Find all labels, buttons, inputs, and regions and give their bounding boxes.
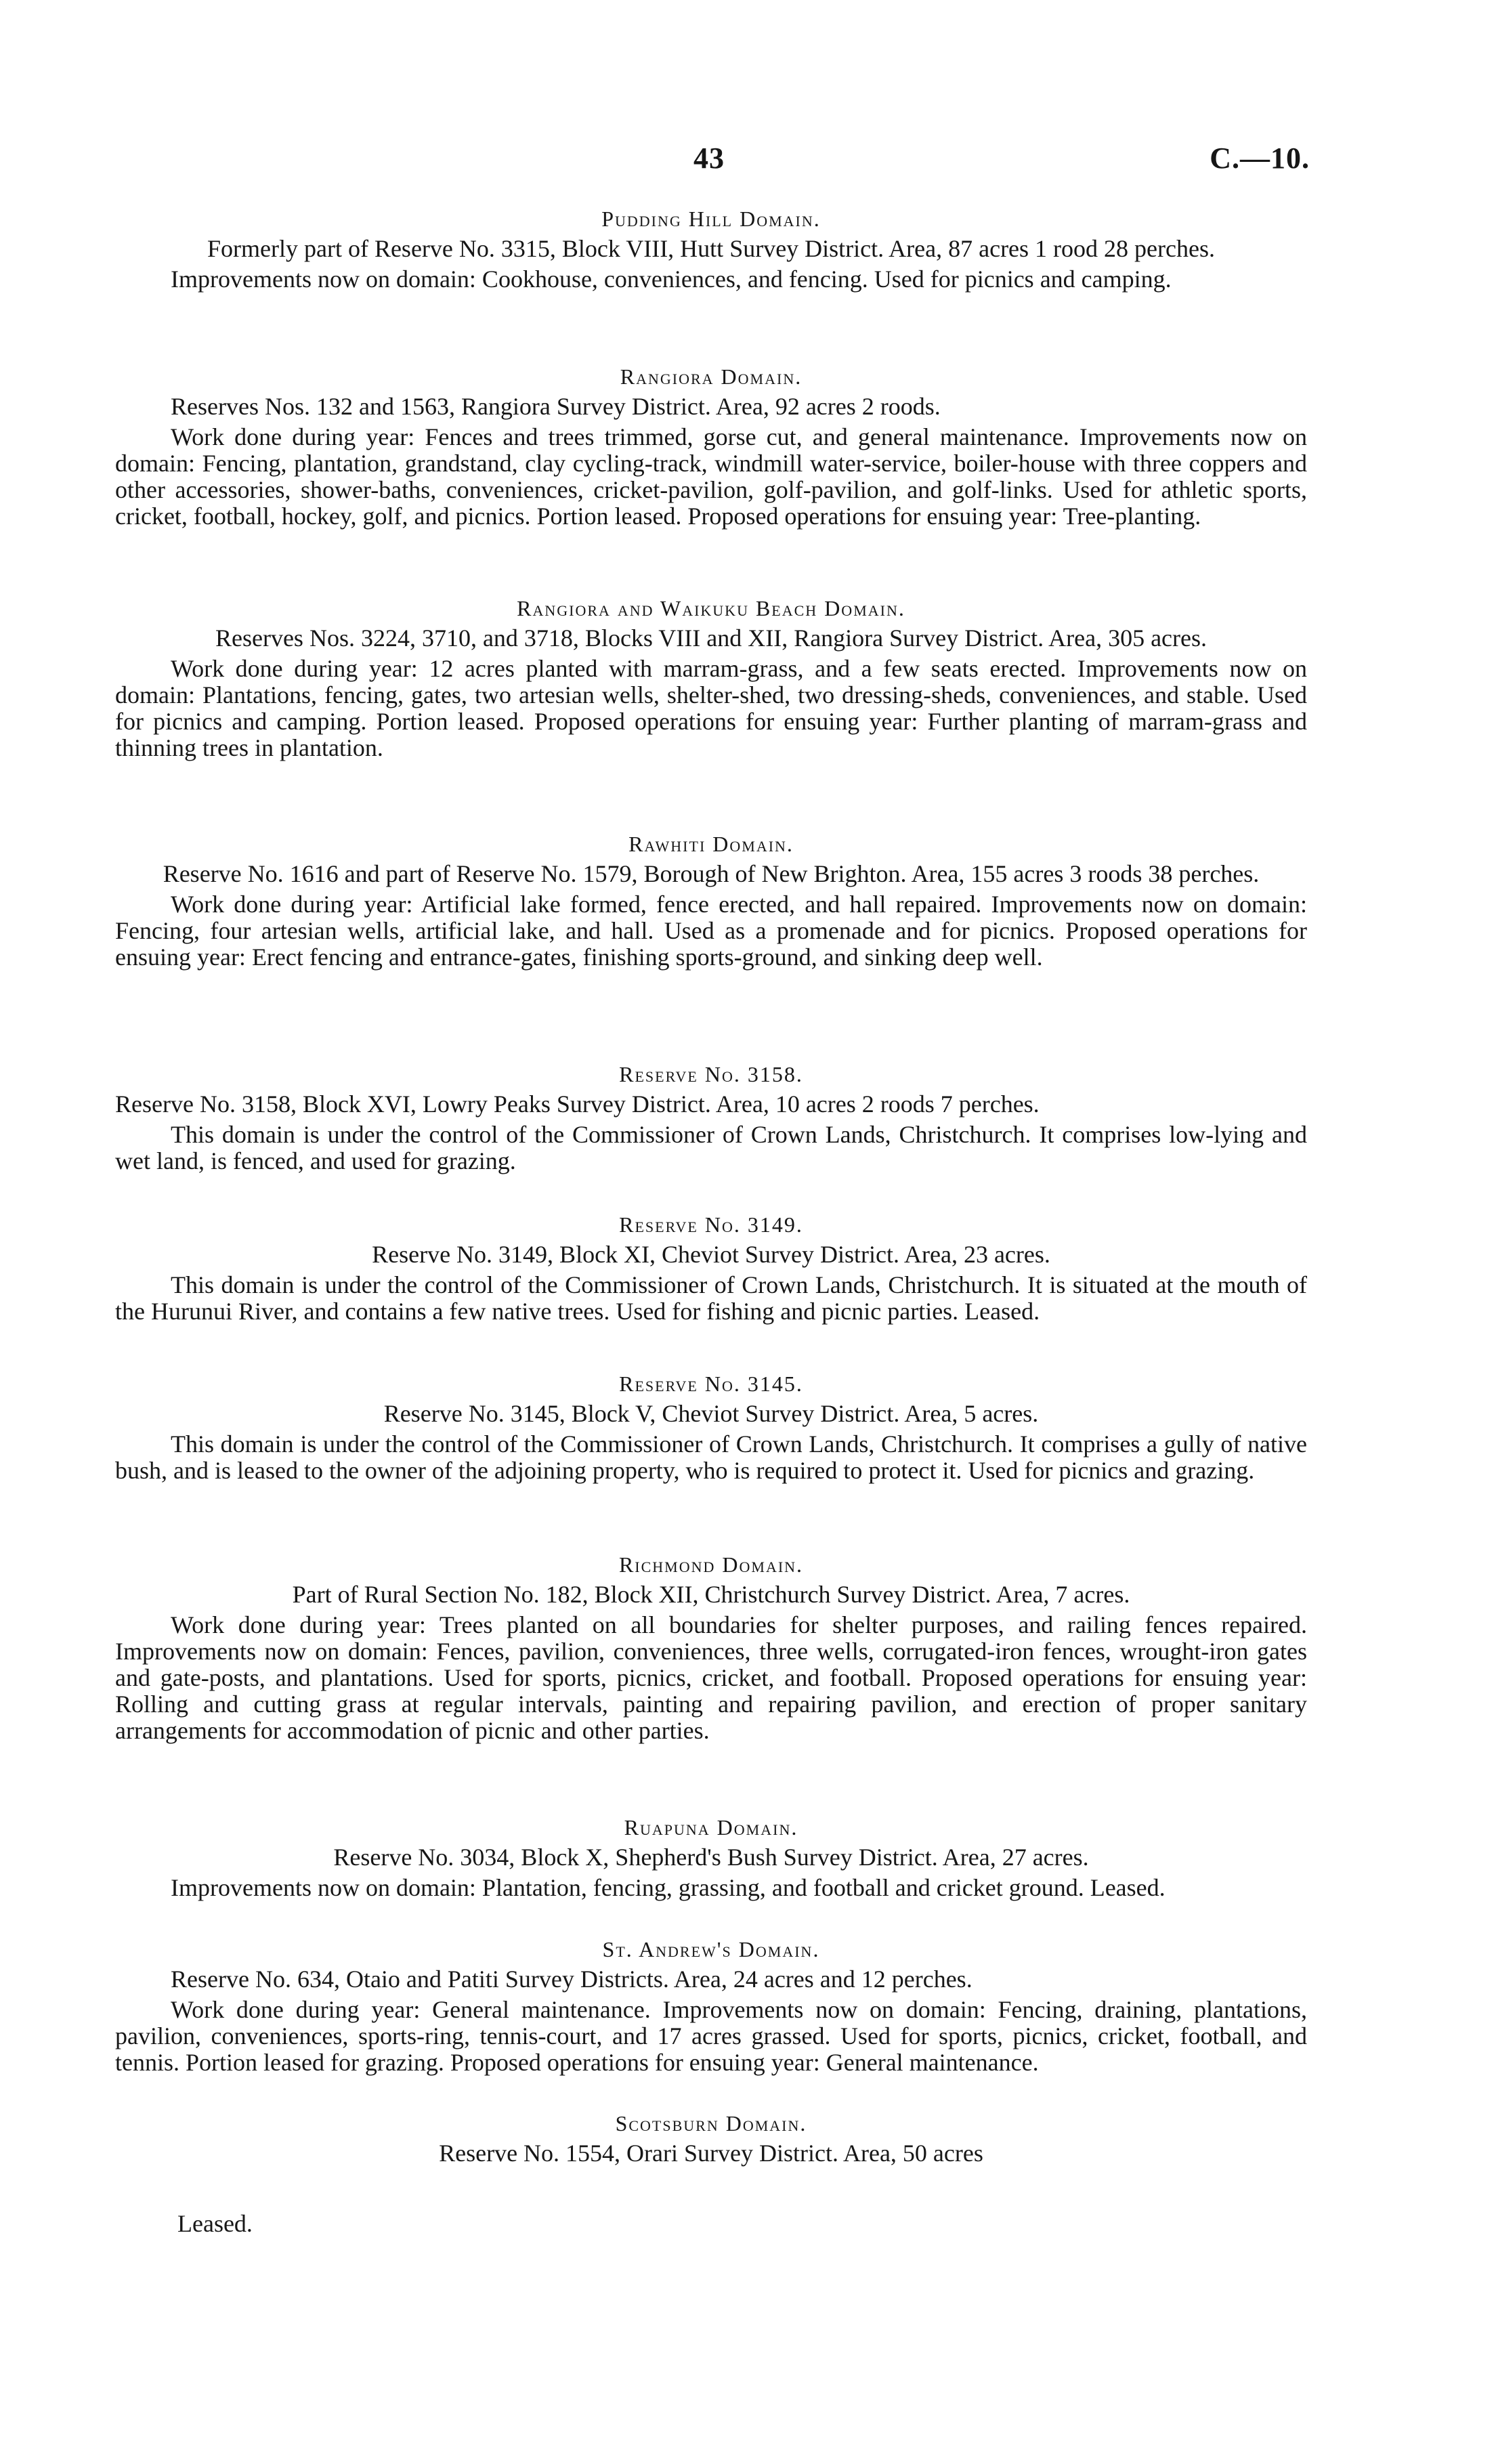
section-title: Reserve No. 3149. bbox=[619, 1212, 803, 1237]
reserve-description: Reserve No. 3149, Block XI, Cheviot Survey District. Area, 23 acres. bbox=[372, 1241, 1050, 1268]
reserve-description: Reserve No. 1554, Orari Survey District. Area, 50 acres bbox=[439, 2140, 983, 2167]
page-number: 43 bbox=[693, 142, 725, 175]
reserve-description: Reserve No. 1616 and part of Reserve No. 1579, Borough of New Brighton. Area, 155 acres 3 roods 38 perches. bbox=[163, 860, 1260, 887]
reserve-description: Reserves Nos. 3224, 3710, and 3718, Blocks VIII and XII, Rangiora Survey District. Area, 305 acres. bbox=[215, 624, 1208, 652]
section-reserve-3149 bbox=[115, 1212, 1307, 1325]
section-body: This domain is under the control of the Commissioner of Crown Lands, Christchurch. It comprises a gully of native bush, and is leased to the owner of the adjoining property, who is required to protect it. Used for picnics and grazing. bbox=[115, 1430, 1307, 1484]
section-title: Pudding Hill Domain. bbox=[601, 207, 821, 231]
document-reference: C.—10. bbox=[1210, 142, 1310, 175]
section-body: Leased. bbox=[177, 2210, 253, 2237]
section-body: Work done during year: Fences and trees trimmed, gorse cut, and general maintenance. Improvements now on domain: Fencing, plantation, grandstand, clay cycling-track, windmill water-service, boiler-house with three coppers and other accessories, shower-baths, conveniences, cricket-pavilion, golf-pavilion, and golf-links. Used for athletic sports, cricket, football, hockey, golf, and picnics. Portion leased. Proposed operations for ensuing year: Tree-planting. bbox=[115, 423, 1307, 530]
section-ruapuna-domain bbox=[115, 1815, 1307, 1901]
section-reserve-3145 bbox=[115, 1372, 1307, 1484]
section-scotsburn-domain bbox=[115, 2111, 1307, 2167]
section-title: Rangiora Domain. bbox=[620, 364, 803, 389]
section-title: Ruapuna Domain. bbox=[624, 1815, 798, 1840]
section-body: This domain is under the control of the Commissioner of Crown Lands, Christchurch. It is situated at the mouth of the Hurunui River, and contains a few native trees. Used for fishing and picnic parties. Leased. bbox=[115, 1271, 1307, 1325]
section-title: Reserve No. 3145. bbox=[619, 1372, 803, 1396]
reserve-description: Part of Rural Section No. 182, Block XII, Christchurch Survey District. Area, 7 acres. bbox=[292, 1581, 1130, 1608]
reserve-description: Reserve No. 3158, Block XVI, Lowry Peaks Survey District. Area, 10 acres 2 roods 7 perches. bbox=[115, 1090, 1040, 1118]
section-reserve-3158 bbox=[115, 1062, 1307, 1174]
section-title: Rangiora and Waikuku Beach Domain. bbox=[517, 596, 905, 620]
section-st-andrews-domain bbox=[115, 1937, 1307, 2076]
section-body: Work done during year: Artificial lake formed, fence erected, and hall repaired. Improvements now on domain: Fencing, four artesian wells, artificial lake, and hall. Used as a promenade and for picnics. Proposed operations for ensuing year: Erect fencing and entrance-gates, finishing sports-ground, and sinking deep well. bbox=[115, 891, 1307, 971]
reserve-description: Formerly part of Reserve No. 3315, Block VIII, Hutt Survey District. Area, 87 acres 1 rood 28 perches. bbox=[207, 235, 1215, 262]
reserve-description: Reserve No. 3145, Block V, Cheviot Survey District. Area, 5 acres. bbox=[383, 1400, 1039, 1427]
reserve-description: Reserves Nos. 132 and 1563, Rangiora Survey District. Area, 92 acres 2 roods. bbox=[171, 393, 941, 420]
section-rangiora-waikuku-beach-domain bbox=[115, 596, 1307, 761]
section-richmond-domain bbox=[115, 1552, 1307, 1744]
section-body: Improvements now on domain: Cookhouse, conveniences, and fencing. Used for picnics and camping. bbox=[171, 265, 1172, 293]
reserve-description: Reserve No. 634, Otaio and Patiti Survey Districts. Area, 24 acres and 12 perches. bbox=[171, 1966, 973, 1993]
section-title: Richmond Domain. bbox=[618, 1552, 804, 1577]
section-title: Scotsburn Domain. bbox=[615, 2111, 807, 2136]
section-title: St. Andrew's Domain. bbox=[602, 1937, 820, 1961]
section-body: This domain is under the control of the Commissioner of Crown Lands, Christchurch. It comprises low-lying and wet land, is fenced, and used for grazing. bbox=[115, 1121, 1307, 1174]
section-body: Work done during year: General maintenance. Improvements now on domain: Fencing, draining, plantations, pavilion, conveniences, sports-ring, tennis-court, and 17 acres grassed. Used for sports, picnics, cricket, football, and tennis. Portion leased for grazing. Proposed operations for ensuing year: General maintenance. bbox=[115, 1996, 1307, 2076]
reserve-description: Reserve No. 3034, Block X, Shepherd's Bush Survey District. Area, 27 acres. bbox=[333, 1844, 1089, 1871]
section-rangiora-domain bbox=[115, 364, 1307, 530]
section-body: Work done during year: 12 acres planted with marram-grass, and a few seats erected. Improvements now on domain: Plantations, fencing, gates, two artesian wells, shelter-shed, two dressing-sheds, conveniences, and stable. Used for picnics and camping. Portion leased. Proposed operations for ensuing year: Further planting of marram-grass and thinning trees in plantation. bbox=[115, 655, 1307, 761]
section-body: Work done during year: Trees planted on all boundaries for shelter purposes, and railing fences repaired. Improvements now on domain: Fences, pavilion, conveniences, three wells, corrugated-iron fences, wrought-iron gates and gate-posts, and plantations. Used for sports, picnics, cricket, and football. Proposed operations for ensuing year: Rolling and cutting grass at regular intervals, painting and repairing pavilion, and erection of proper sanitary arrangements for accommodation of picnic and other parties. bbox=[115, 1611, 1307, 1744]
section-title: Rawhiti Domain. bbox=[628, 832, 794, 856]
section-body: Improvements now on domain: Plantation, fencing, grassing, and football and cricket ground. Leased. bbox=[171, 1874, 1166, 1901]
section-rawhiti-domain bbox=[115, 832, 1307, 971]
section-title: Reserve No. 3158. bbox=[619, 1062, 803, 1086]
section-pudding-hill-domain bbox=[115, 207, 1307, 293]
